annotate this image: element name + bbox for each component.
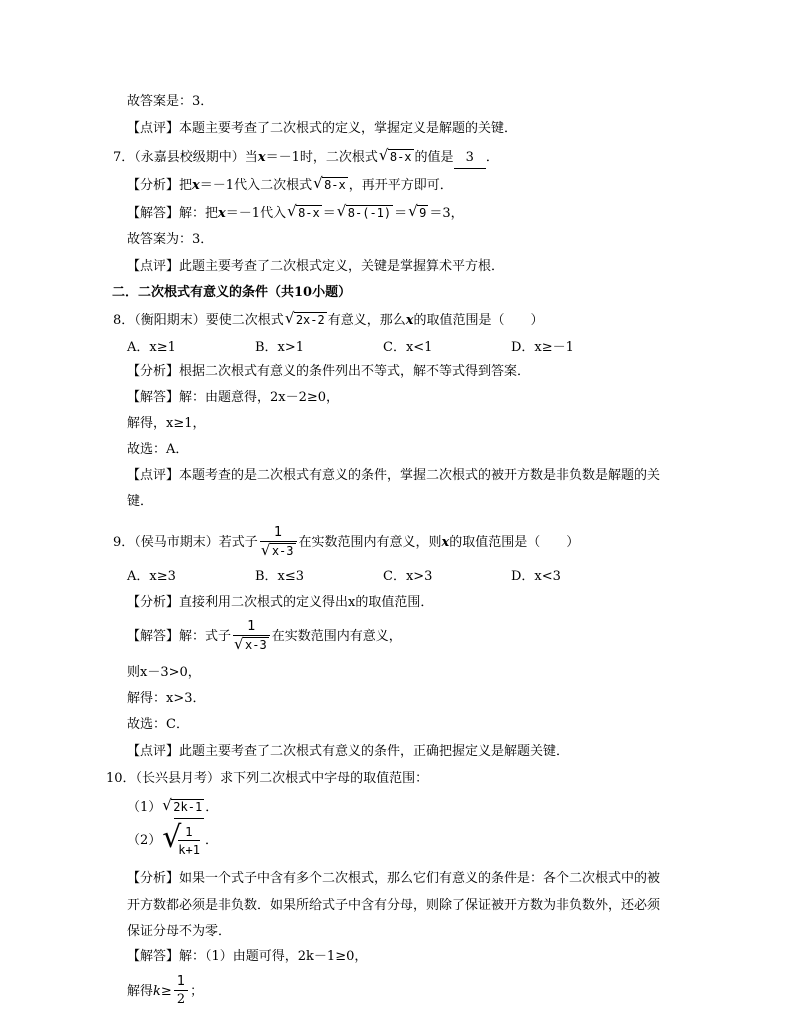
text: （2） [127,833,162,848]
solution-line [127,388,339,408]
radical-icon: √ [234,634,244,653]
fraction [174,974,188,1009]
tag: 【解答】 [127,949,180,964]
text: 故选：A． [127,442,189,457]
radical-icon: √ [287,202,297,220]
tag: 【解答】 [127,629,180,644]
numerator: 1 [174,974,188,991]
text: 键． [127,494,154,509]
text: 的取值范围是（ ） [413,313,544,328]
text: 如果一个式子中含有多个二次根式，那么它们有意义的条件是：各个二次根式中的被 [179,871,661,886]
text: ＝ [322,206,336,221]
option-b: B．x≤3 [255,569,305,584]
text: 开方数都必须是非负数．如果所给式子中含有分母，则除了保证被开方数为非负数外，还必须 [127,898,661,913]
radicand: 8-x [324,178,346,192]
text: 故答案为：3． [127,232,214,247]
comment-line [127,742,569,762]
text: 解：式子 [179,629,232,644]
answer-line [127,230,213,250]
text: 解得 [127,984,154,999]
analysis-line [127,922,231,942]
section-heading [112,283,351,303]
radical-icon: √ [162,796,172,814]
tag: 【点评】 [127,468,180,483]
tag: 【分析】 [127,871,180,886]
radicand: 2x-2 [295,313,325,327]
tag: 【点评】 [127,259,180,274]
text: 解得，x≥1， [127,416,206,431]
options-row [127,338,639,358]
tag: 【分析】 [127,595,180,610]
solution-line [127,663,201,683]
radical-icon: √ [336,202,347,220]
text: 此题主要考查了二次根式定义，关键是掌握算术平方根． [179,259,505,274]
tag: 【解答】 [127,390,180,405]
tag: 【分析】 [127,364,180,379]
text: 若式子 [218,535,258,550]
text: ＝－1代入 [225,206,287,221]
option-c: C．x>3 [383,569,433,584]
fraction [233,619,270,655]
text: ＝－1代入二次根式 [199,178,313,193]
numerator: 1 [260,525,297,542]
text: 则x－3>0， [127,665,201,680]
text: 故选：C． [127,717,189,732]
sqrt-expr [379,147,414,168]
text: ＝ [394,206,408,221]
radical-icon: √ [408,202,418,220]
solution-line [127,440,188,460]
option-c: C．x<1 [383,340,433,355]
var: x [192,178,200,193]
radicand: 9 [419,206,427,220]
tag: 【解答】 [127,206,180,221]
sqrt-expr [261,542,296,561]
solution-line [127,689,206,709]
option-a: A．x≥1 [127,340,176,355]
analysis-line [127,593,433,613]
text: 在实数范围内有意义，则 [298,535,442,550]
radical-icon: √ [162,820,182,855]
tag: 【分析】 [127,178,180,193]
sqrt-expr [408,203,428,224]
var: x [257,150,266,165]
option-d: D．x<3 [511,569,561,584]
answer-line [127,92,213,112]
numerator: 1 [233,619,270,636]
options-row [127,567,639,587]
tag: 【点评】 [127,744,180,759]
sqrt-expr [313,175,348,196]
text: ． [205,800,219,815]
text: ． [204,833,218,848]
analysis-line [127,869,660,889]
option-a: A．x≥3 [127,569,176,584]
radicand: 2k-1 [173,800,203,814]
var: x [441,535,450,550]
fraction [178,824,200,859]
text: 的值是 [414,150,454,165]
text: 此题主要考查了二次根式有意义的条件，正确把握定义是解题关键． [179,744,570,759]
q-source: （永嘉县校级期中） [134,150,245,165]
text: 解得：x>3． [127,691,206,706]
radical-icon: √ [378,146,389,164]
text: ＝3， [429,206,464,221]
analysis-line [127,175,453,196]
sqrt-expr [162,797,204,818]
q-num: 10． [106,771,136,786]
sub-question-1 [127,797,218,818]
analysis-line [127,896,660,916]
option-d: D．x≥－1 [511,340,574,355]
text: 解：由题意得，2x－2≥0， [179,390,340,405]
tag: 【点评】 [127,121,180,136]
text: 要使二次根式 [205,313,284,328]
radicand: x-3 [245,637,267,652]
sqrt-expr [162,818,204,863]
q-num: 8． [113,313,135,328]
denominator [260,542,297,561]
numerator: 1 [178,824,200,841]
comment-line [127,119,517,139]
question-10 [106,769,428,789]
var: x [218,206,226,221]
text: 根据二次根式有意义的条件列出不等式，解不等式得到答案． [179,364,531,379]
q-source: （衡阳期末） [134,313,206,328]
text: 把 [179,178,193,193]
comment-line [127,466,660,486]
sqrt-expr [287,203,322,224]
sqrt-expr [285,310,327,331]
q-num: 7． [113,150,135,165]
comment-line [127,257,504,277]
text: 求下列二次根式中字母的取值范围： [220,771,429,786]
text: ； [190,984,204,999]
q-num: 9． [113,535,135,550]
analysis-line [127,362,530,382]
question-7 [113,147,499,169]
text: 保证分母不为零． [127,924,232,939]
text: （1） [127,800,162,815]
sqrt-expr [337,203,393,224]
text: 解：把 [179,206,219,221]
text: 本题主要考查了二次根式的定义，掌握定义是解题的关键． [179,121,518,136]
text: 当 [244,150,258,165]
q-source: （长兴县月考） [135,771,221,786]
text: 故答案是：3． [127,94,214,109]
denominator: k+1 [178,843,200,857]
var: k [153,984,161,999]
solution-line [127,972,203,1012]
text: ＝－1时，二次根式 [265,150,378,165]
text: 直接利用二次根式的定义得出x的取值范围． [179,595,434,610]
radicand: 8-x [298,206,320,220]
heading-text: 二．二次根式有意义的条件（共10小题） [112,285,352,300]
text: ，再开平方即可． [348,178,453,193]
q-source: （侯马市期末） [134,535,219,550]
radical-icon: √ [313,174,323,192]
comment-line [127,492,153,512]
text: ． [485,150,499,165]
radicand: 8-(-1) [347,206,392,220]
option-b: B．x>1 [255,340,305,355]
denominator [233,636,270,655]
solution-line [127,203,464,224]
text: 本题考查的是二次根式有意义的条件，掌握二次根式的被开方数是非负数是解题的关 [179,468,661,483]
fraction [260,525,297,561]
solution-line [127,617,402,657]
sqrt-expr [234,636,269,655]
var: x [405,313,414,328]
text: ≥ [160,984,172,999]
denominator: 2 [176,992,186,1007]
radical-icon: √ [284,309,295,327]
solution-line [127,947,367,967]
solution-line [127,715,189,735]
text: 有意义，那么 [327,313,406,328]
radicand: 8-x [389,150,412,164]
answer-blank: 3 [454,148,486,169]
text: 解：（1）由题可得，2k－1≥0， [179,949,368,964]
question-8 [113,310,544,331]
text: 的取值范围是（ ） [449,535,580,550]
radical-icon: √ [260,540,271,559]
sub-question-2 [127,818,218,863]
radicand: x-3 [271,543,294,558]
question-9 [113,523,579,563]
solution-line [127,414,206,434]
text: 在实数范围内有意义， [271,629,402,644]
